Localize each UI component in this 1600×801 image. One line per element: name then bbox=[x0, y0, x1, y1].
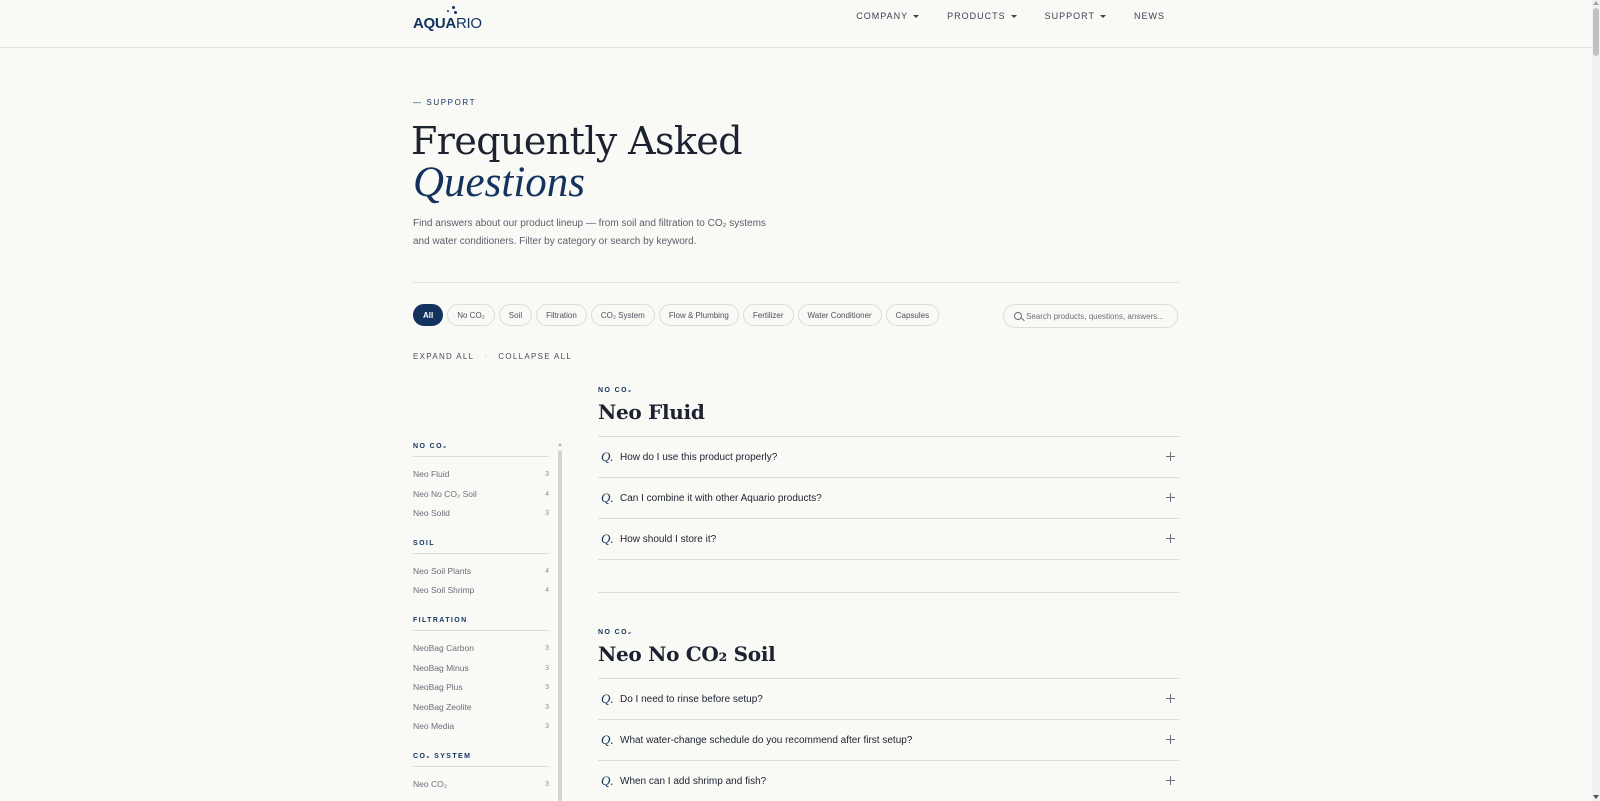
nav-support[interactable] bbox=[1045, 11, 1106, 21]
plus-icon[interactable] bbox=[1166, 534, 1175, 543]
section-divider bbox=[598, 592, 1179, 593]
caret-down-icon bbox=[913, 15, 919, 18]
filter-chip-co2-system[interactable]: CO₂ System bbox=[591, 304, 655, 326]
sidebar-scrollbar[interactable] bbox=[558, 450, 562, 801]
sidebar-item-label: Neo Solid bbox=[413, 508, 450, 519]
q-marker: Q. bbox=[601, 732, 614, 747]
sidebar-item-count: 3 bbox=[545, 664, 549, 672]
plus-icon[interactable] bbox=[1166, 694, 1175, 703]
scroll-down-arrow-icon[interactable] bbox=[1593, 795, 1599, 799]
sidebar-item-label: Neo Soil Shrimp bbox=[413, 585, 475, 596]
collapse-all-button[interactable]: COLLAPSE ALL bbox=[498, 352, 573, 361]
search-input[interactable] bbox=[1026, 308, 1174, 324]
category-filters bbox=[413, 304, 939, 326]
sidebar-item-count: 3 bbox=[545, 703, 549, 711]
sidebar-item-neobag-zeolite[interactable] bbox=[413, 698, 549, 718]
sidebar-item-count: 3 bbox=[545, 510, 549, 518]
sidebar-item-label: NeoBag Minus bbox=[413, 662, 469, 673]
sidebar-item-count: 3 bbox=[545, 780, 549, 788]
nav-label: SUPPORT bbox=[1044, 11, 1095, 21]
q-marker: Q. bbox=[601, 531, 614, 546]
sidebar-group-no-co2 bbox=[413, 443, 549, 524]
filter-chip-filtration[interactable]: Filtration bbox=[536, 304, 587, 326]
nav-products[interactable] bbox=[947, 11, 1017, 21]
site-header bbox=[0, 0, 1592, 48]
sidebar-scroll-up-icon[interactable] bbox=[558, 443, 562, 446]
question-text: When can I add shrimp and fish? bbox=[620, 775, 767, 787]
sidebar-item-label: Neo No CO₂ Soil bbox=[413, 488, 477, 499]
filter-chip-no-co2[interactable]: No CO₂ bbox=[447, 304, 495, 326]
sidebar-group-heading: FILTRATION bbox=[413, 617, 549, 631]
page-title-italic: Questions bbox=[413, 159, 585, 206]
search-box[interactable] bbox=[1003, 304, 1178, 328]
question-text: Can I combine it with other Aquario products? bbox=[620, 492, 822, 504]
expand-collapse-controls bbox=[413, 352, 572, 361]
filter-chip-fertilizer[interactable]: Fertilizer bbox=[743, 304, 794, 326]
sidebar-item-count: 3 bbox=[545, 723, 549, 731]
nav-label: NEWS bbox=[1134, 11, 1165, 21]
question-list bbox=[598, 678, 1179, 801]
sidebar-item-label: Neo Media bbox=[413, 721, 455, 732]
q-marker: Q. bbox=[601, 449, 614, 464]
separator-dot: · bbox=[484, 352, 489, 361]
sidebar-item-neo-media[interactable] bbox=[413, 717, 549, 737]
sidebar-group-heading: SOIL bbox=[413, 540, 549, 554]
sidebar-item-count: 3 bbox=[545, 471, 549, 478]
faq-section-neo-no-co2-soil bbox=[598, 629, 1179, 801]
logo-wordmark bbox=[413, 15, 482, 32]
page-scrollbar[interactable] bbox=[1592, 0, 1600, 801]
question-text: How should I store it? bbox=[620, 533, 717, 545]
filter-chip-flow-plumbing[interactable]: Flow & Plumbing bbox=[659, 304, 739, 326]
question-text: Do I need to rinse before setup? bbox=[620, 693, 763, 705]
sidebar-item-count: 4 bbox=[545, 567, 549, 575]
sidebar-group-heading: NO CO₂ bbox=[413, 443, 549, 457]
question-item[interactable] bbox=[598, 720, 1179, 761]
plus-icon[interactable] bbox=[1166, 493, 1175, 502]
question-text: How do I use this product properly? bbox=[620, 451, 778, 463]
plus-icon[interactable] bbox=[1166, 735, 1175, 744]
question-item[interactable] bbox=[598, 679, 1179, 720]
q-marker: Q. bbox=[601, 691, 614, 706]
caret-down-icon bbox=[1011, 15, 1017, 18]
sidebar-item-count: 3 bbox=[545, 684, 549, 692]
sidebar-group-filtration bbox=[413, 617, 549, 737]
sidebar-item-neobag-minus[interactable] bbox=[413, 659, 549, 679]
sidebar-group-soil bbox=[413, 540, 549, 601]
sidebar-item-neo-co2[interactable] bbox=[413, 775, 549, 795]
sidebar-item-neo-soil-shrimp[interactable] bbox=[413, 581, 549, 601]
sidebar-item-count: 4 bbox=[545, 587, 549, 595]
sidebar-item-label: Neo Soil Plants bbox=[413, 565, 472, 576]
section-eyebrow: NO CO₂ bbox=[598, 629, 633, 636]
hero-eyebrow: — SUPPORT bbox=[413, 98, 477, 107]
nav-company[interactable] bbox=[856, 11, 919, 21]
caret-down-icon bbox=[1100, 15, 1106, 18]
nav-label: PRODUCTS bbox=[947, 11, 1006, 21]
sidebar-item-count: 4 bbox=[545, 490, 549, 498]
q-marker: Q. bbox=[601, 773, 614, 788]
filter-chip-water-conditioner[interactable]: Water Conditioner bbox=[798, 304, 882, 326]
filter-chip-capsules[interactable]: Capsules bbox=[886, 304, 939, 326]
divider bbox=[413, 282, 1179, 283]
logo-bold: AQUA bbox=[413, 15, 456, 32]
sidebar-item-label: NeoBag Zeolite bbox=[413, 701, 472, 712]
sidebar-item-label: Neo Fluid bbox=[413, 469, 450, 479]
section-eyebrow: NO CO₂ bbox=[598, 387, 633, 394]
faq-section-neo-fluid bbox=[598, 387, 1179, 560]
sidebar-item-neo-no-co2-soil[interactable] bbox=[413, 485, 549, 505]
sidebar-item-neo-fluid[interactable] bbox=[413, 465, 549, 485]
question-list bbox=[598, 436, 1179, 560]
question-item[interactable] bbox=[598, 519, 1179, 560]
scrollbar-thumb[interactable] bbox=[1593, 8, 1599, 56]
sidebar-item-count: 3 bbox=[545, 644, 549, 652]
question-item[interactable] bbox=[598, 761, 1179, 801]
section-title: Neo No CO₂ Soil bbox=[598, 642, 776, 666]
sidebar-group-co2-system bbox=[413, 753, 549, 795]
sidebar-group-heading: CO₂ SYSTEM bbox=[413, 753, 549, 767]
page-title: Frequently Asked bbox=[411, 119, 742, 163]
filter-chip-soil[interactable]: Soil bbox=[499, 304, 532, 326]
q-marker: Q. bbox=[601, 490, 614, 505]
plus-icon[interactable] bbox=[1166, 776, 1175, 785]
filter-chip-all[interactable]: All bbox=[413, 304, 443, 326]
sidebar-item-neobag-plus[interactable] bbox=[413, 678, 549, 698]
hero-description: Find answers about our product lineup — from soil and filtration to CO₂ systems and water conditioners. Filter by category or search by keyword. bbox=[413, 218, 766, 247]
plus-icon[interactable] bbox=[1166, 452, 1175, 461]
logo-light: RIO bbox=[455, 15, 482, 32]
category-sidebar bbox=[413, 443, 549, 801]
question-text: What water-change schedule do you recommend after first setup? bbox=[620, 734, 913, 746]
sidebar-item-neo-soil-plants[interactable] bbox=[413, 562, 549, 582]
main-nav bbox=[856, 11, 1165, 21]
sidebar-item-neo-solid[interactable] bbox=[413, 504, 549, 524]
sidebar-item-neobag-carbon[interactable] bbox=[413, 639, 549, 659]
sidebar-item-label: NeoBag Plus bbox=[413, 682, 463, 693]
scroll-up-arrow-icon[interactable] bbox=[1593, 1, 1599, 5]
section-title: Neo Fluid bbox=[598, 400, 705, 424]
sidebar-item-label: Neo CO₂ bbox=[413, 778, 448, 789]
sidebar-item-label: NeoBag Carbon bbox=[413, 642, 474, 653]
nav-news[interactable] bbox=[1134, 11, 1165, 21]
nav-label: COMPANY bbox=[856, 11, 909, 21]
question-item[interactable] bbox=[598, 478, 1179, 519]
question-item[interactable] bbox=[598, 437, 1179, 478]
search-icon bbox=[1014, 312, 1022, 320]
expand-all-button[interactable]: EXPAND ALL bbox=[413, 352, 475, 361]
